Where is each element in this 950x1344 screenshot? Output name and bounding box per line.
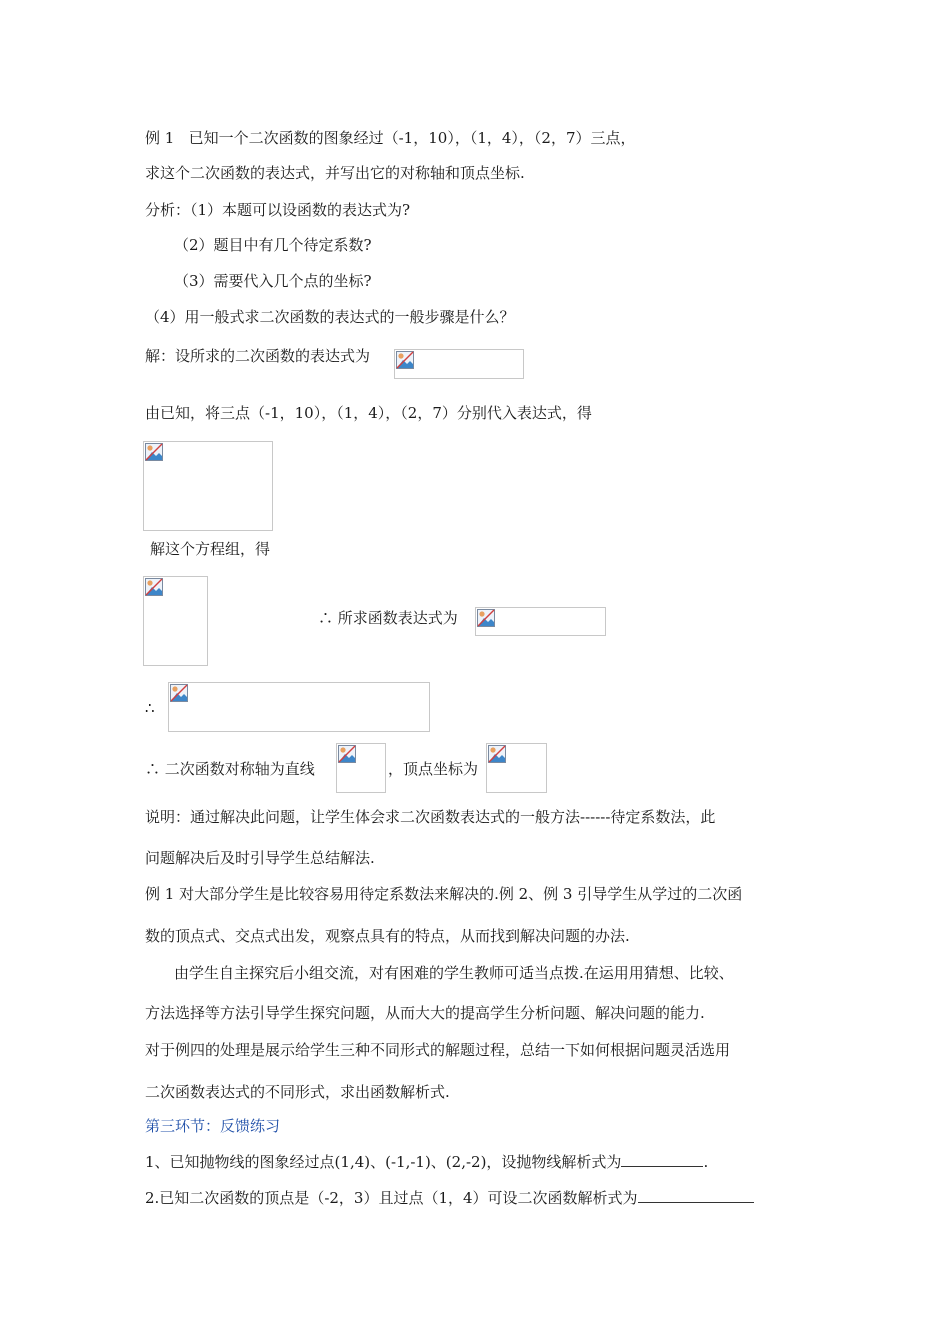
substitution-line: 由已知，将三点（-1，10），（1，4），（2，7）分别代入表达式，得 — [145, 404, 592, 422]
broken-image-icon — [477, 609, 495, 627]
solution-intro: 解：设所求的二次函数的表达式为 — [145, 347, 371, 365]
analysis-q1: 分析：（1）本题可以设函数的表达式为? — [145, 201, 411, 219]
broken-image-icon — [396, 351, 414, 369]
exercise-2-text: 2.已知二次函数的顶点是（-2，3）且过点（1，4）可设二次函数解析式为 — [145, 1189, 638, 1207]
broken-image-icon — [145, 578, 163, 596]
example-1-line-1: 例 1 已知一个二次函数的图象经过（-1，10），（1，4），（2，7）三点， — [145, 129, 636, 147]
exercise-1 — [145, 1152, 708, 1172]
exercise-2 — [145, 1188, 754, 1208]
axis-image — [336, 743, 386, 793]
exercise-1-blank — [621, 1152, 703, 1167]
paragraph-1-line-1: 例 1 对大部分学生是比较容易用待定系数法来解决的.例 2、例 3 引导学生从学过的二次函 — [145, 885, 743, 903]
axis-label: ∴ 二次函数对称轴为直线 — [145, 760, 315, 778]
solve-system-line: 解这个方程组，得 — [150, 540, 271, 558]
equation-system-image — [143, 441, 273, 531]
note-line-2: 问题解决后及时引导学生总结解法. — [145, 849, 375, 867]
broken-image-icon — [488, 745, 506, 763]
broken-image-icon — [338, 745, 356, 763]
exercise-2-blank — [638, 1188, 754, 1203]
broken-image-icon — [145, 443, 163, 461]
exercise-1-text: 1、已知抛物线的图象经过点(1,4)、(-1,-1)、(2,-2)，设抛物线解析式为 — [145, 1153, 622, 1171]
section-heading: 第三环节：反馈练习 — [145, 1117, 281, 1135]
result-expression-label: ∴ 所求函数表达式为 — [318, 609, 458, 627]
exercise-1-end: . — [703, 1153, 709, 1171]
broken-image-icon — [170, 684, 188, 702]
formula-image-1 — [394, 349, 524, 379]
analysis-q3: （3）需要代入几个点的坐标? — [174, 272, 372, 290]
paragraph-3-line-2: 二次函数表达式的不同形式，求出函数解析式. — [145, 1083, 450, 1101]
analysis-q4: （4）用一般式求二次函数的表达式的一般步骤是什么？ — [145, 308, 515, 326]
vertex-image — [486, 743, 547, 793]
vertex-form-image — [168, 682, 430, 732]
paragraph-2-line-1: 由学生自主探究后小组交流，对有困难的学生教师可适当点拨.在运用用猜想、比较、 — [174, 964, 734, 982]
solution-values-image — [143, 576, 208, 666]
paragraph-2-line-2: 方法选择等方法引导学生探究问题，从而大大的提高学生分析问题、解决问题的能力. — [145, 1004, 705, 1022]
vertex-label: ，顶点坐标为 — [388, 760, 479, 778]
result-expression-image — [475, 607, 606, 636]
analysis-q2: （2）题目中有几个待定系数? — [174, 236, 372, 254]
paragraph-3-line-1: 对于例四的处理是展示给学生三种不同形式的解题过程，总结一下如何根据问题灵活选用 — [145, 1041, 731, 1059]
therefore-symbol: ∴ — [145, 699, 155, 717]
note-line-1: 说明：通过解决此问题，让学生体会求二次函数表达式的一般方法------待定系数法，此 — [145, 808, 716, 826]
paragraph-1-line-2: 数的顶点式、交点式出发，观察点具有的特点，从而找到解决问题的办法. — [145, 927, 630, 945]
example-1-line-2: 求这个二次函数的表达式，并写出它的对称轴和顶点坐标. — [145, 164, 525, 182]
